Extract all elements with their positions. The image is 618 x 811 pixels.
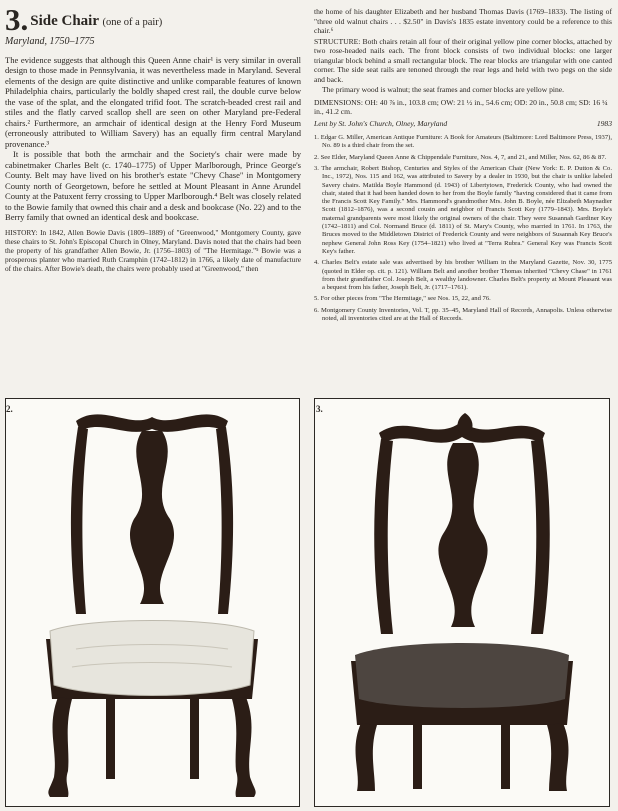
history-continuation: the home of his daughter Elizabeth and her husband Thomas Davis (1769–1833). The listing of "three old walnut chairs . . . $2.50" in Davis's 1835 estate inventory could be a reference to this chair.⁶ — [314, 7, 612, 35]
figure-3-photo — [314, 398, 610, 807]
entry-header — [5, 2, 301, 47]
footnote: 6. Montgomery County Inventories, Vol. T, pp. 35–45, Maryland Hall of Records, Annapolis. Unless otherwise noted, all inventories cited are at the Hall of Records. — [314, 306, 612, 323]
side-chair-upholstered-illustration — [6, 399, 299, 806]
dimensions-paragraph: DIMENSIONS: OH: 40 ⅞ in., 103.8 cm; OW: 21 ½ in., 54.6 cm; OD: 20 in., 50.8 cm; SD: 16 ¼ in., 41.2 cm. — [314, 97, 608, 116]
footnote: 2. See Elder, Maryland Queen Anne & Chippendale Furniture, Nos. 4, 7, and 21, and Miller, Nos. 62, 86 & 87. — [314, 153, 607, 161]
structure-paragraph: STRUCTURE: Both chairs retain all four of their original yellow pine corner blocks, attached by two rose-headed nails each. The front block consists of two individual blocks: one larger triangular block behind a small rectangular block. The rear blocks are triangular with one canted corner. The side seat rails are tenoned through the rear legs and held with two pegs on the side and back. — [314, 36, 612, 84]
entry-number: 3. — [5, 2, 29, 37]
figure-3-label: 3. — [316, 404, 323, 414]
footnote: 1. Edgar G. Miller, American Antique Furniture: A Book for Amateurs (Baltimore: Lord Baltimore Press, 1937), No. 89 is a third chair from the set. — [314, 134, 612, 150]
accession-year: 1983 — [596, 118, 612, 128]
footnote: 5. For other pieces from "The Hermitage," see Nos. 15, 22, and 76. — [314, 295, 491, 303]
figure-2-photo — [5, 398, 300, 807]
history-paragraph: HISTORY: In 1842, Allen Bowie Davis (1809–1889) of "Greenwood," Montgomery County, gave these chairs to St. John's Episcopal Church in Olney, Maryland. Davis noted that the chairs had been the property of his grandfather Allen Bowie, Jr. (1756–1803) of "The Hermitage."⁵ Bowie was a prosperous planter who married Ruth Cramphin (1742–1812) in 1766, a likely date of manufacture of the chairs. After Bowie's death, the chairs were probably used at "Greenwood," then — [5, 227, 301, 273]
entry-title — [5, 6, 301, 31]
entry-title-note: (one of a pair) — [102, 17, 163, 28]
credit-line — [314, 119, 612, 129]
figure-2-label: 2. — [6, 404, 13, 414]
footnote: 4. Charles Belt's estate sale was advertised by his brother William in the Maryland Gazette, Nov. 30, 1775 (quoted in Elder op. cit. p. 121). William Belt and another brother Thomas inherited "Chevy Chase" in 1761 from their grandfather Col. Joseph Belt, a wealthy landowner. Charles Belt's property at Mount Pleasant was a bequest from his father, Joseph Belt, Jr. (1717–1761). — [314, 259, 612, 292]
structure-wood-note: The primary wood is walnut; the seat frames and corner blocks are yellow pine. — [322, 85, 565, 94]
right-column — [314, 6, 612, 326]
side-chair-slip-seat-illustration — [315, 399, 609, 806]
footnote: 3. The armchair, Robert Bishop, Centuries and Styles of the American Chair (New York: E. P. Dutton & Co. Inc., 1972), Nos. 115 and 162, was attributed to Savery by a dealer in 1930, but the chair is unlike labeled Savery chairs. Matilda Boyle Hammond (d. 1943) of Libertytown, Frederick County, who had owned the chair, stated that it had been handed down to her from the Boyle family "having considered that it came from the Francis Scott Key Family." Mrs. Hammond's grandmother Mrs. John B. Boyle, née Elizabeth Maynadier Scott (1812–1876), was a second cousin and neighbor of Francis Scott Key (1779–1843). Mrs. Boyle's maternal grandparents were most likely the original owners of the chair. They were Susannah Gardiner Key (1742–1811) and Col. Normand Bruce (d. 1811) of St. Mary's County, who married in 1761. In 1763, the Bruces moved to the Middletown District of Frederick County and were neighbors of Susannah Key Bruce's nephew General John Ross Key (1754–1821) who lived at "Terra Rubra." General Key was Francis Scott Key's father. — [314, 164, 612, 255]
left-column — [5, 2, 301, 273]
body-paragraph-1: The evidence suggests that although this Queen Anne chair¹ is very similar in overall design to those made in Pennsylvania, it was nevertheless made in Maryland. Several elements of the design are quite distinctive and unlike comparable features of known Philadelphia chairs, particularly the boldly shaped crest rail, the double curve below the vase of the splat, and the elongated trifid foot. The scratch-beaded crest rail and stiles and the flatly carved scallop shell are seen on other Maryland pre-Federal chairs.² Furthermore, an armchair of identical design at the Henry Ford Museum (erroneously attributed to William Savery) has an equally firm central Maryland provenance.³ — [5, 54, 301, 149]
body-paragraph-2: It is possible that both the armchair and the Society's chair were made by cabinetmaker Charles Belt (c. 1740–1775) of Upper Marlborough, Prince George's County. Belt may have lived on his brother's estate "Chevy Chase" in Montgomery County north of Georgetown, before he settled at Mount Pleasant in Anne Arundel County at the Patuxent ferry crossing to Upper Marlborough.⁴ Belt was closely related to the Bowie family that owned this chair and a desk and bookcase (No. 22) and to the Berry family that owned an identical desk and bookcase. — [5, 149, 301, 223]
lender-text: Lent by St. John's Church, Olney, Maryland — [314, 118, 448, 128]
entry-title-text: Side Chair — [30, 13, 99, 29]
entry-subtitle: Maryland, 1750–1775 — [5, 36, 95, 47]
footnotes-list — [314, 134, 612, 323]
